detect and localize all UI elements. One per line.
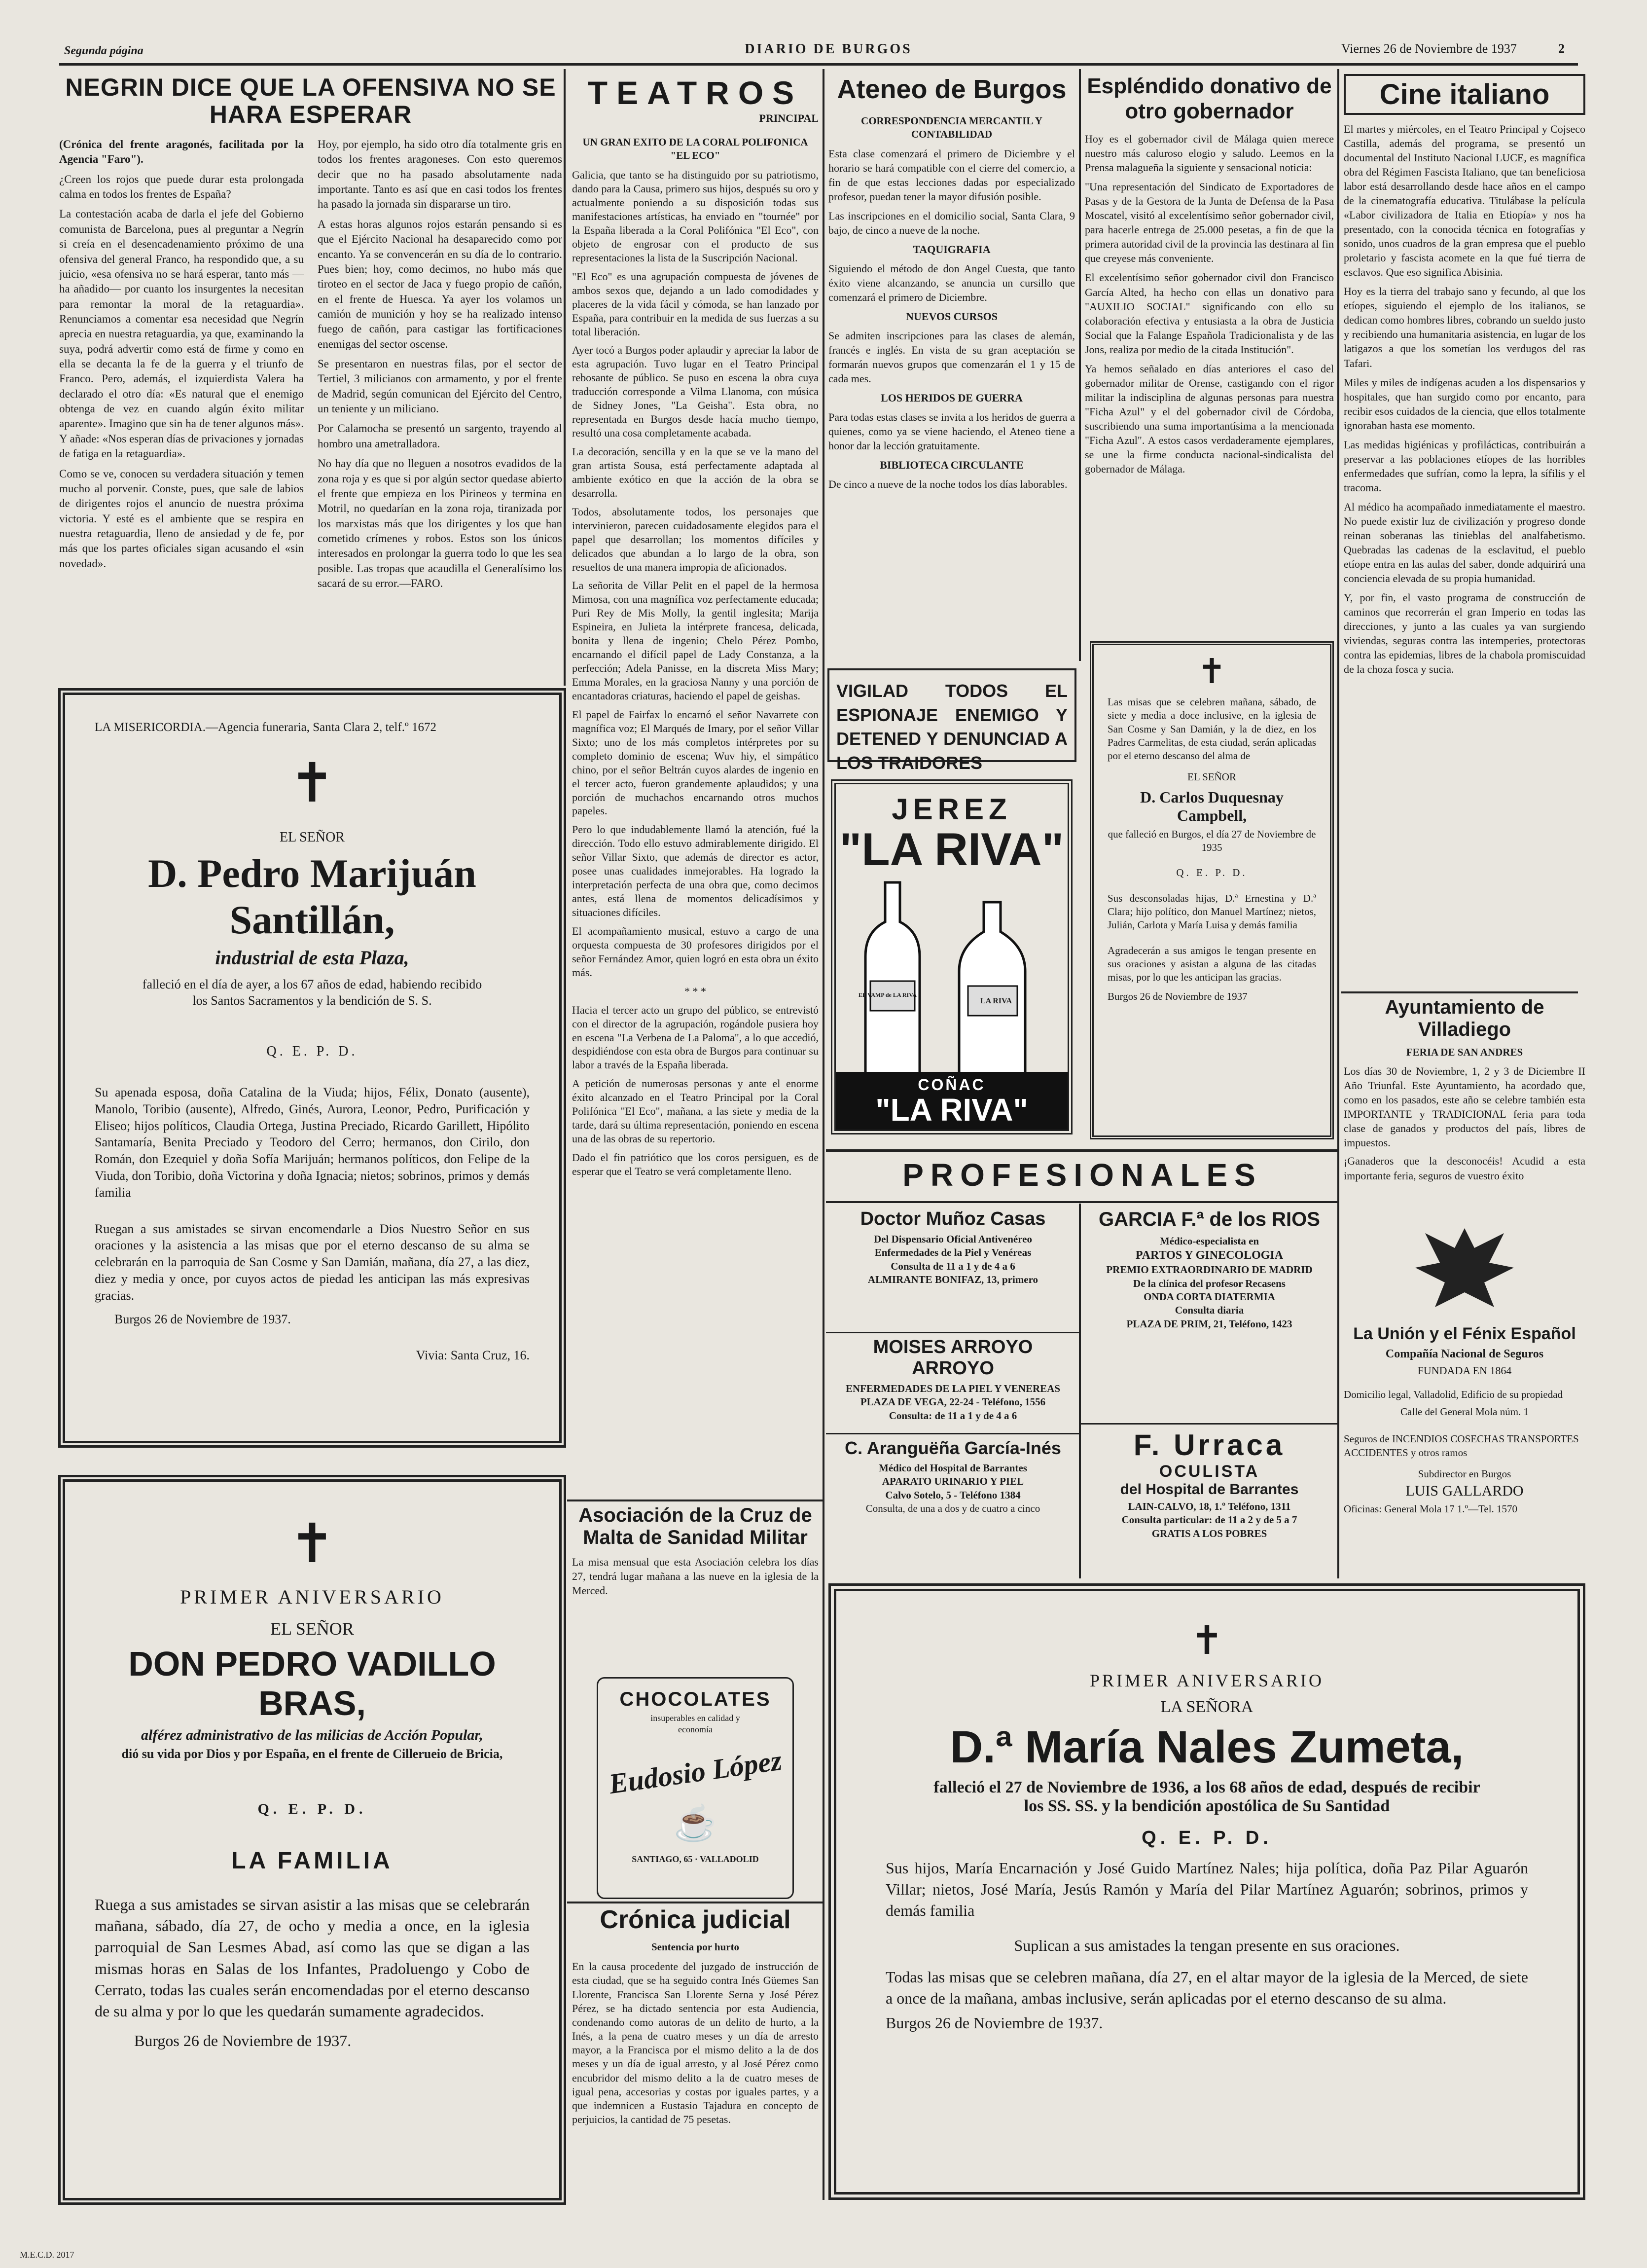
section-rule (1080, 1423, 1339, 1425)
mass-details: Todas las misas que se celebren mañana, día 27, en el altar mayor de la iglesia de la Merced, de siete a once de la mañana, ambas inclusive, serán aplicadas por el eterno descanso de su alma. (886, 1968, 1528, 2007)
column-rule (564, 69, 566, 686)
obituary-date: Burgos 26 de Noviembre de 1937 (1108, 990, 1248, 1003)
mass-request: Suplican a sus amistades la tengan presente en sus oraciones. (1014, 1936, 1400, 1954)
mass-request: Agradecerán a sus amigos le tengan presente en sus oraciones y asistan a alguna de las citadas misas, por lo que les anticipan las gracias. (1108, 944, 1316, 984)
section-rule (826, 1332, 1080, 1333)
cross-icon: ✝ (289, 751, 335, 814)
professional-line: Consulta: de 11 a 1 y de 4 a 6 (889, 1409, 1017, 1422)
article-paragraph: Siguiendo el método de don Angel Cuesta, que tanto éxito viene alcanzando, se anuncia un cursillo que comenzará el primero de Diciembre. (828, 262, 1075, 303)
deceased-name: D. Pedro Marijuán Santillán, (148, 850, 476, 942)
article-paragraph: Hacia el tercer acto un grupo del público, se entrevistó con el director de la agrupación, rogándole pusiera hoy en escena "La Verbena de La Paloma", a lo que accedió, despidiéndose con esta obra de Burgos para continuar su labor a través de la España liberada. (572, 1003, 819, 1071)
article-paragraph: Para todas estas clases se invita a los heridos de guerra a quienes, como ya se viene haciendo, el Ateneo tiene a honor dar la lección gratuitamente. (828, 411, 1075, 452)
article-paragraph: La contestación acaba de darla el jefe del Gobierno comunista de Barcelona, pues al preguntar a Negrín si creía en el desencadenamiento próximo de una ofensiva del general Franco, ha respondido que, a su juicio, «esa ofensiva no se hará esperar, tanto más —ha añadido— por cuanto los insurgentes la necesitan para remontar la moral de la retaguardia». Renunciamos a comentar esa necesidad que Negrín aprecia en nuestra retaguardia, ya que, examinando la suya, podrá advertir como está de firme y como en ella se decanta la fe de la guerra y el triunfo de Franco. Pero, además, el izquierdista Valera ha declarado el otro día: «Es natural que el enemigo obtenga de vez en cuando algún éxito militar aparente». Imagino que sin ha de tener algunos más». Y añade: «Nos esperan días de privaciones y jornadas de fatiga en la retaguardia». (59, 208, 304, 460)
cross-icon: ✝ (1190, 1617, 1224, 1663)
ad-headline: CHOCOLATES (619, 1688, 771, 1710)
cronica-judicial (572, 1905, 819, 2201)
article-paragraph: Se admiten inscripciones para las clases de alemán, francés e inglés. En vista de su gran aceptación se formarán nuevos grupos que comenzarán el 1 y 15 de cada mes. (828, 329, 1075, 385)
section-rule (567, 1902, 824, 1903)
article-paragraph: Ya hemos señalado en días anteriores el caso del gobernador militar de Orense, castigando con el rigor militar la indisciplina de algunas personas para nuestra "Ficha Azul" y el del gobernador civil de Córdoba, suscribiendo una suma importantísima a la mencionada "Ficha Azul". A estos casos verdaderamente ejemplares, se une la firme conducta nacional-sindicalista del gobernador de Málaga. (1085, 362, 1334, 475)
article-paragraph: De cinco a nueve de la noche todos los días laborables. (828, 478, 1068, 491)
ad-munoz-casas (831, 1208, 1075, 1332)
subsection-title: TAQUIGRAFIA (913, 243, 991, 256)
profesionales-title: PROFESIONALES (902, 1157, 1262, 1193)
professional-line: APARATO URINARIO Y PIEL (882, 1475, 1024, 1488)
section-title: Crónica judicial (600, 1905, 791, 1934)
notice-text: VIGILAD TODOS EL ESPIONAJE ENEMIGO Y DETENED Y DENUNCIAD A LOS TRAIDORES (836, 681, 1068, 773)
mourners: Sus desconsoladas hijas, D.ª Ernestina y D.ª Clara; hijo político, don Manuel Martínez; nietos, Julián, Carlota y María Luisa y demás familia (1108, 892, 1316, 931)
professional-name: Doctor Muñoz Casas (860, 1208, 1046, 1229)
subsection-title: BIBLIOTECA CIRCULANTE (880, 459, 1024, 472)
teatros-section (572, 74, 819, 1480)
ateneo-section (828, 74, 1075, 661)
professional-line: PLAZA DE PRIM, 21, Teléfono, 1423 (1126, 1317, 1292, 1330)
article-paragraph: Hoy es el gobernador civil de Málaga quien merece nuestro más caluroso elogio y saludo. Leemos en la Prensa malagueña la siguiente y sensacional noticia: (1085, 133, 1334, 174)
ad-moises-arroyo (831, 1337, 1075, 1435)
chocolate-ad (597, 1677, 794, 1899)
mass-request: Ruega a sus amistades se sirvan asistir a las misas que se celebrarán mañana, sábado, día 27, de ocho y media a once, en la iglesia parroquial de San Lesmes Abad, así como las que se digan a las mismas horas en Salas de los Infantes, Pradoluengo y Cobo de Cerrato, todas las cuales serán encomendadas por el eterno descanso de su alma y por lo que les quedarán sumamente agradecidos. (95, 1896, 530, 2020)
page-number: 2 (1558, 41, 1565, 56)
deceased-name: D.ª María Nales Zumeta, (950, 1722, 1464, 1772)
obituary-intro: LA SEÑORA (1160, 1698, 1253, 1716)
ad-address: SANTIAGO, 65 · VALLADOLID (632, 1854, 759, 1864)
obituary-duquesnay (1090, 641, 1334, 1139)
article-paragraph: Al médico ha acompañado inmediatamente el maestro. No puede existir luz de civilización y progreso donde reinan soberanas las tinieblas del analfabetismo. Quebradas las cadenas de la esclavitud, el pueblo etíope entra en las aulas del saber, donde adquirirá una conciencia elevada de su propia humanidad. (1344, 500, 1585, 585)
notice-closing: ¡Ganaderos que la desconocéis! Acudid a esta importante feria, seguros de vuestro éxito (1344, 1155, 1585, 1182)
notice-title: Asociación de la Cruz de Malta de Sanidad Militar (578, 1504, 812, 1548)
company-address: Domicilio legal, Valladolid, Edificio de su propiedad (1344, 1388, 1563, 1400)
notice-text: La misa mensual que esta Asociación celebra los días 27, tendrá lugar mañana a las nueve en la iglesia de la Merced. (572, 1555, 819, 1597)
article-paragraph: El excelentísimo señor gobernador civil don Francisco García Alted, ha hecho con ellas un donativo para "AUXILIO SOCIAL" significando con ello su colaboración efectiva y entusiasta a la obra de Justicia Social que la Falange Española Tradicionalista y de las Jons, realiza por medio de la citada Institución". (1085, 271, 1334, 356)
phoenix-emblem-icon (1344, 1218, 1585, 1312)
column-rule (823, 69, 824, 2200)
article-paragraph: Hoy es la tierra del trabajo sano y fecundo, al que los etíopes, siguiendo el ejemplo de los italianos, se dedican como hombres libres, cobrando un sueldo justo y recibiendo una humanitaria asistencia, en lugar de los latigazos a que los sometían los verdugos del ras Tafari. (1344, 285, 1586, 369)
professional-line: Del Dispensario Oficial Antivenéreo (874, 1233, 1032, 1245)
article-paragraph: El acompañamiento musical, estuvo a cargo de una orquesta compuesta de 30 profesores dirigidos por el señor Fernández Amor, quien logró en esta obra un éxito más. (572, 924, 819, 979)
section-title: TEATROS (587, 74, 803, 111)
archive-footer: M.E.C.D. 2017 (20, 2250, 74, 2260)
subsection-title: CORRESPONDENCIA MERCANTIL Y CONTABILIDAD (861, 115, 1042, 141)
obituary-footer: Vivia: Santa Cruz, 16. (416, 1348, 530, 1363)
notice-title: Ayuntamiento de Villadiego (1385, 996, 1544, 1040)
family-label: LA FAMILIA (231, 1848, 393, 1874)
company-address-street: Calle del General Mola núm. 1 (1400, 1406, 1529, 1418)
obituary-intro: EL SEÑOR (270, 1619, 354, 1639)
subdirector-label: Subdirector en Burgos (1418, 1467, 1511, 1480)
article-paragraph: Se presentaron en nuestras filas, por el sector de Tertiel, 3 milicianos con armamento, y por el frente de Madrid, según comunican del Ejército del Centro, un teniente y un miliciano. (318, 358, 562, 415)
section-rule (826, 1201, 1339, 1203)
article-paragraph: La decoración, sencilla y en la que se ve la mano del gran artista Sousa, está perfectamente adaptada al ambiente exótico en que la acción de la obra se desarrolla. (572, 445, 819, 499)
article-paragraph: A petición de numerosas personas y ante el enorme éxito alcanzado en el Teatro Principal por la Coral Polifónica "El Eco", mañana, a las siete y media de la tarde, dará su última representación, poniendo en escena una de las obras de su repertorio. (572, 1077, 819, 1145)
anniversary-label: PRIMER ANIVERSARIO (180, 1586, 444, 1608)
article-paragraph: Como se ve, conocen su verdadera situación y temen mucho al porvenir. Conste, pues, que sale de labios de dirigentes rojos el anuncio de nuestra próxima victoria. Y esté es el ambiente que se respira en nuestra retaguardia, lleno de ansiedad y de fe, por más que los partes oficiales sigan acusando el «sin novedad». (59, 467, 304, 570)
mourners: Su apenada esposa, doña Catalina de la Viuda; hijos, Félix, Donato (ausente), Manolo, Toribio (ausente), Alfredo, Ginés, Aurora, Leonor, Pedro, Purificación y Eliseo; hijos políticos, Claudia Ortega, Justina Preciado, Ricardo Garillett, Hipólito Santamaría, Benita Preciado y Teodoro del Cerro; hermanos, don Cirilo, don Román, don Ezequiel y doña Sofía Marijuán; hermanos políticos, don Felipe de la Viuda, don Toribio, doña Victorina y doña Ignacia; nietos; sobrinos, primos y demás familia (95, 1085, 530, 1200)
obituary-date: Burgos 26 de Noviembre de 1937. (114, 1312, 291, 1326)
professional-line: De la clínica del profesor Recasens (1133, 1277, 1286, 1289)
bottles-illustration (836, 873, 1068, 1080)
ad-brand: "LA RIVA" (839, 823, 1064, 875)
professional-line: Médico del Hospital de Barrantes (879, 1462, 1027, 1474)
professional-line: Enfermedades de la Piel y Venéreas (874, 1246, 1032, 1259)
professional-line: ENFERMEDADES DE LA PIEL Y VENEREAS (845, 1383, 1061, 1394)
ad-bottom: COÑAC (918, 1076, 986, 1094)
professional-line: OCULISTA (1159, 1462, 1260, 1481)
rip: Q. E. P. D. (1176, 867, 1248, 879)
article-paragraph: Pero lo que indudablemente llamó la atención, fué la dirección. Todo ello estuvo admirablemente dirigido. El señor Villar Sixto, que además de director es actor, posee unas cualidades inmejorables. Ha logrado la interpretación perfecta de una obra que, como decimos antes, está llena de momentos delicadísimos y situaciones difíciles. (572, 823, 819, 918)
obituary-vadillo (58, 1475, 566, 2205)
bottle-label: EL VAMP de LA RIVA (858, 991, 917, 998)
article-paragraph: A estas horas algunos rojos estarán pensando si es que el Ejército Nacional ha desaparecido como por encanto. Ya se convencerán en su día de lo contrario. Pues bien; hoy, como decimos, no hubo más que tiroteo en el sector de Jaca y fuego propio de cañón, en el frente de Huesca. Ya ayer los volamos un camión de munición y hoy se ha realizado intenso fuego de cañón, para castigar las fortificaciones enemigas del sector oscense. (318, 218, 562, 350)
article-paragraph: Ayer tocó a Burgos poder aplaudir y apreciar la labor de esta agrupación. Tuvo lugar en el Teatro Principal rebosante de público. Se puso en escena la obra cuya traducción corresponde a Vilma Llanoma, con música de Sidney Jones, "La Geisha". Esta obra, no representada en Burgos desde hacía mucho tiempo, resultó una cosa completamente acabada. (572, 344, 819, 439)
ad-urraca (1085, 1428, 1334, 1571)
obituary-date: Burgos 26 de Noviembre de 1937. (134, 2032, 352, 2050)
rip: Q. E. P. D. (266, 1044, 358, 1060)
rip: Q. E. P. D. (257, 1801, 367, 1817)
mass-request: Ruegan a sus amistades se sirvan encomendarle a Dios Nuestro Señor en sus oraciones y la asistencia a las misas que por el eterno descanso de su alma se celebrarán en la parroquia de San Cosme y San Damián, mañana, día 27, a las diez, diez y media y once, por cuyos actos de piedad les anticipan las más expresivas gracias. (95, 1221, 530, 1303)
ad-garcia-rios (1085, 1208, 1334, 1416)
professional-line: GRATIS A LOS POBRES (1151, 1527, 1267, 1539)
vigilad-notice (827, 668, 1076, 773)
article-paragraph: Dado el fin patriótico que los coros persiguen, es de esperar que el Teatro se verá completamente lleno. (572, 1151, 819, 1177)
section-rule (1341, 991, 1578, 993)
article-paragraph: Hoy, por ejemplo, ha sido otro día totalmente gris en todos los frentes aragoneses. Con esto queremos decir que no ha pasado absolutamente nada importante. Tanto es así que en casi todos los frentes ha pasado la jornada sin dispararse un tiro. (318, 138, 562, 211)
article-paragraph: "Una representación del Sindicato de Exportadores de Pasas y de la Gestora de la Junta de Defensa de la Pasa Moscatel, visitó al excelentísimo señor gobernador civil, para hacerle entrega de 25.000 pesetas, a fin de que la primera autoridad civil de la provincia las destinara al fin que creyese más conveniente. (1085, 181, 1334, 265)
cross-icon: ✝ (289, 1512, 335, 1575)
death-details: falleció el 27 de Noviembre de 1936, a los 68 años de edad, después de recibir los SS. SS. y la bendición apostólica de Su Santidad (933, 1778, 1480, 1815)
professional-line: Consulta particular: de 11 a 2 y de 5 a 7 (1121, 1514, 1297, 1526)
running-header-center: DIARIO DE BURGOS (745, 41, 912, 57)
article-subhead: (Crónica del frente aragonés, facilitada por la Agencia "Faro"). (59, 138, 304, 166)
death-details: que falleció en Burgos, el día 27 de Noviembre de 1935 (1108, 828, 1316, 854)
company-name: La Unión y el Fénix Español (1353, 1324, 1576, 1343)
article-negrin (59, 74, 562, 681)
cine-italiano (1344, 74, 1585, 987)
professional-name: MOISES ARROYO ARROYO (873, 1337, 1033, 1379)
professional-name: GARCIA F.ª de los RIOS (1099, 1208, 1320, 1230)
deceased-role: industrial de esta Plaza, (215, 946, 409, 969)
company-founded: FUNDADA EN 1864 (1417, 1364, 1512, 1377)
section-rule (567, 1500, 824, 1501)
section-subtitle: PRINCIPAL (759, 112, 819, 124)
mourners: Sus hijos, María Encarnación y José Guido Martínez Nales; hija política, doña Paz Pilar Aguarón Villar; nietos, José María, Jesús Ramón y María del Pilar Martínez Aguarón; sobrinos, primos y demás familia (886, 1859, 1528, 1920)
article-paragraph: Las medidas higiénicas y profilácticas, contribuirán a preservar a las poblaciones etíopes de las horribles enfermedades que sufrían, como la lepra, la sífilis y el tracoma. (1344, 438, 1585, 494)
death-details: dió su vida por Dios y por España, en el frente de Cillerueio de Bricia, (121, 1747, 503, 1761)
professional-line: Médico-especialista en (1159, 1235, 1259, 1247)
villadiego-notice (1344, 996, 1585, 1208)
cruz-malta-notice (572, 1504, 819, 1652)
bottle-label: LA RIVA (980, 997, 1012, 1005)
article-paragraph: En la causa procedente del juzgado de instrucción de esta ciudad, que se ha seguido contra Inés Güemes San Llorente, Francisca San Llorente Serna y José Pérez Pérez, se ha dictado sentencia por esta Audiencia, condenando como autoras de un delito de hurto, a la Inés, a la pena de cuatro meses y un día de arresto mayor, a la Francisca por el mismo delito a la de dos meses y un día de igual arresto, y al José Pérez como encubridor del mismo delito a la de cuatro meses de igual pena, accesorias y costas por iguales partes, y a que indemnicen a Eustasio Tajadura en concepto de perjuicios, la cantidad de 75 pesetas. (572, 1960, 819, 2126)
deceased-name: DON PEDRO VADILLO BRAS, (128, 1645, 496, 1722)
section-rule (826, 1433, 1080, 1434)
article-paragraph: Y, por fin, el vasto programa de construcción de caminos que recorrerán el gran Imperio en todas las direcciones, y junto a las cuales ya van surgiendo viviendas, seguras contra las intemperies, protectoras contra las epidemias, libres de la chabola promiscuidad de la choza fosca y sucia. (1344, 591, 1585, 676)
headline: Espléndido donativo de otro gobernador (1087, 74, 1332, 123)
ad-brand: Eudosio López (607, 1744, 784, 1800)
deceased-name: D. Carlos Duquesnay Campbell, (1140, 788, 1284, 824)
rip: Q. E. P. D. (1142, 1828, 1272, 1848)
article-paragraph: Las inscripciones en el domicilio social, Santa Clara, 9 bajo, de cinco a nueve de la noche. (828, 209, 1075, 236)
insurance-types: Seguros de INCENDIOS COSECHAS TRANSPORTES ACCIDENTES y otros ramos (1344, 1433, 1579, 1459)
funeral-agency: LA MISERICORDIA.—Agencia funeraria, Santa Clara 2, telf.º 1672 (95, 721, 437, 734)
professional-line: del Hospital de Barrantes (1120, 1481, 1299, 1498)
section-title: Ateneo de Burgos (837, 74, 1067, 104)
cross-icon: ✝ (1197, 651, 1226, 692)
professional-line: LAIN-CALVO, 18, 1.º Teléfono, 1311 (1128, 1500, 1291, 1512)
article-paragraph: Todos, absolutamente todos, los personajes que intervinieron, parecen cuidadosamente elegidos para el papel que desarrollan; los momentos difíciles y delicados que abundan a lo largo de la obra, son resueltos de una manera impropia de aficionados. (572, 505, 819, 573)
section-subtitle: Sentencia por hurto (651, 1941, 740, 1953)
professional-line: ALMIRANTE BONIFAZ, 13, primero (867, 1273, 1038, 1285)
professional-name: C. Aranguëña García-Inés (845, 1438, 1061, 1458)
header-rule (59, 63, 1578, 66)
professional-line: Consulta diaria (1175, 1304, 1244, 1317)
professional-line: Consulta de 11 a 1 y de 4 a 6 (891, 1260, 1015, 1272)
article-paragraph: Por Calamocha se presentó un sargento, trayendo al hombro una ametralladora. (318, 422, 562, 450)
ad-aranguena (831, 1438, 1075, 1566)
article-paragraph: "El Eco" es una agrupación compuesta de jóvenes de ambos sexos que, dejando a un lado comodidades y placeres de la vida fácil y cómoda, se han lanzado por España, para contribuir en la medida de sus fuerzas a su total liberación. (572, 270, 819, 338)
notice-subtitle: FERIA DE SAN ANDRES (1406, 1046, 1523, 1058)
headline: NEGRIN DICE QUE LA OFENSIVA NO SE HARA ESPERAR (65, 73, 556, 128)
obituary-intro: EL SEÑOR (280, 829, 345, 845)
obituary-marijuan (58, 688, 566, 1448)
section-title: Cine italiano (1379, 78, 1550, 110)
ad-bottom-brand: "LA RIVA" (875, 1092, 1028, 1128)
professional-name: F. Urraca (1133, 1428, 1286, 1462)
obituary-date: Burgos 26 de Noviembre de 1937. (886, 2013, 1103, 2032)
article-paragraph: La señorita de Villar Pelit en el papel de la hermosa Mimosa, con una magnífica voz perfectamente educada; Puri Rey de Mis Molly, la gentil inglesita; Marija Espineira, en Julieta la intérprete francesa, delicada, bonita y llena de ingenio; Chelo Pérez Pombo, encarnando el difícil papel de Lady Constanza, a la perfección; Adela Panisse, en la discreta Miss Mary; Emma Morales, en la graciosa Nanny y una porción de encantadoras criaturas, haciendo el papel de geishas. (572, 579, 819, 702)
article-paragraph: El papel de Fairfax lo encarnó el señor Navarrete con magnífica voz; El Marqués de Imary, por el señor Villar Sixto; uno de los más completos intérpretes por su completo dominio de escena; Wuv hiy, el simpático chino, por el señor Beltrán cuyos alardes de ingenio en el tercer acto, fueron grandemente aplaudidos; y una porción de muchachos encarnando otros muchos papeles. (572, 708, 819, 817)
column-rule (1079, 1204, 1081, 1578)
article-paragraph: Esta clase comenzará el primero de Diciembre y el horario se hará compatible con el cierre del comercio, a fin de que estas lecciones dadas por especializado profesor, puedan tener la mayor difusión posible. (828, 147, 1075, 203)
deceased-role: alférez administrativo de las milicias de Acción Popular, (141, 1727, 483, 1743)
running-header-left: Segunda página (64, 44, 143, 57)
professional-line: Consulta, de una a dos y de cuatro a cinco (865, 1502, 1040, 1514)
jerez-la-riva-ad (831, 779, 1073, 1134)
professional-line: PLAZA DE VEGA, 22-24 - Teléfono, 1556 (860, 1396, 1046, 1408)
running-header-date: Viernes 26 de Noviembre de 1937 (1341, 41, 1517, 56)
article-paragraph: Galicia, que tanto se ha distinguido por su patriotismo, dando para la Causa, primero sus hijos, después su oro y actualmente poniendo a su disposición todas sus manifestaciones artísticas, ha enviado en "tournée" por la España liberada a la Coral Polifónica "El Eco", con objeto de engrosar con el producto de sus representaciones la lista de la Suscripción Nacional. (572, 169, 819, 264)
obituary-intro: EL SEÑOR (1187, 771, 1236, 783)
ad-tagline: insuperables en calidad y economía (650, 1713, 740, 1735)
section-rule (826, 1149, 1339, 1152)
professional-line: PARTOS Y GINECOLOGIA (1135, 1249, 1284, 1262)
subsection-title: NUEVOS CURSOS (906, 310, 998, 323)
death-details: falleció en el día de ayer, a los 67 años de edad, habiendo recibido los Santos Sacramentos y la bendición de S. S. (142, 977, 482, 1008)
column-rule (1337, 69, 1339, 1578)
article-paragraph: Miles y miles de indígenas acuden a los dispensarios y hospitales, que han surgido como por encanto, para recibir esos cuidados de la ciencia, que ellos totalmente ignoraban hasta ese momento. (1344, 376, 1585, 432)
article-paragraph: ¿Creen los rojos que puede durar esta prolongada calma en todos los frentes de España? (59, 173, 304, 201)
office-address: Oficinas: General Mola 17 1.º—Tel. 1570 (1344, 1503, 1518, 1515)
article-headline: UN GRAN EXITO DE LA CORAL POLIFONICA "EL ECO" (582, 136, 808, 161)
professional-line: ONDA CORTA DIATERMIA (1144, 1291, 1275, 1303)
subdirector-name: LUIS GALLARDO (1405, 1483, 1524, 1500)
article-paragraph: No hay día que no lleguen a nosotros evadidos de la zona roja y es que si por algún sector quedase abierto el frente que empieza en los Pirineos y termina en Motril, no quedarían en la zona roja, tiranizada por los marxistas más que los dirigentes y los que han cometido crímenes y robos. Estos son los únicos interesados en prolongar la guerra todo lo que les sea posible. Las tropas que acaudilla el Generalísimo los sacará de su error.—FARO. (318, 457, 562, 590)
cup-icon: ☕ (674, 1804, 717, 1843)
company-subtitle: Compañía Nacional de Seguros (1385, 1348, 1544, 1360)
donativo-article (1085, 74, 1334, 666)
mass-notice: Las misas que se celebren mañana, sábado, de siete y media a doce inclusive, en la iglesia de San Cosme y San Damián, y la de diez, en los Padres Carmelitas, de esta ciudad, serán aplicadas por el eterno descanso del alma de (1108, 696, 1316, 762)
obituary-nales (828, 1583, 1585, 2200)
professional-line: Calvo Sotelo, 5 - Teléfono 1384 (885, 1489, 1021, 1501)
column-rule (1079, 69, 1081, 661)
separator: * * * (684, 985, 706, 997)
ad-top: JEREZ (892, 793, 1012, 826)
union-fenix-ad (1344, 1218, 1585, 1573)
subsection-title: LOS HERIDOS DE GUERRA (881, 392, 1023, 404)
anniversary-label: PRIMER ANIVERSARIO (1089, 1671, 1325, 1690)
professional-line: PREMIO EXTRAORDINARIO DE MADRID (1106, 1264, 1313, 1276)
notice-text: Los días 30 de Noviembre, 1, 2 y 3 de Diciembre II Año Triunfal. Este Ayuntamiento, ha acordado que, como en los pasados, este año se celebre también esta IMPORTANTE y TRADICIONAL feria para toda clase de ganados y productos del país, libres de impuestos. (1344, 1065, 1585, 1149)
article-paragraph: El martes y miércoles, en el Teatro Principal y Cojseco Castilla, además del programa, se presentó un documental del Instituto Nacional LUCE, es magnífica obra del Régimen Fascista Italiano, que tan beneficiosa labor está desarrollando desde hace años en el campo de la cinematografía educativa. Titulábase la película «Labor civilizadora de Italia en Etiopía» y nos ha presentado, con la conocida técnica en fotografías y sonido, unos cuadros de la gran empresa que el pueblo proletario y fascista acomete en la que fué tierra de esclavos. Que eso significa Abisinia. (1344, 123, 1585, 279)
